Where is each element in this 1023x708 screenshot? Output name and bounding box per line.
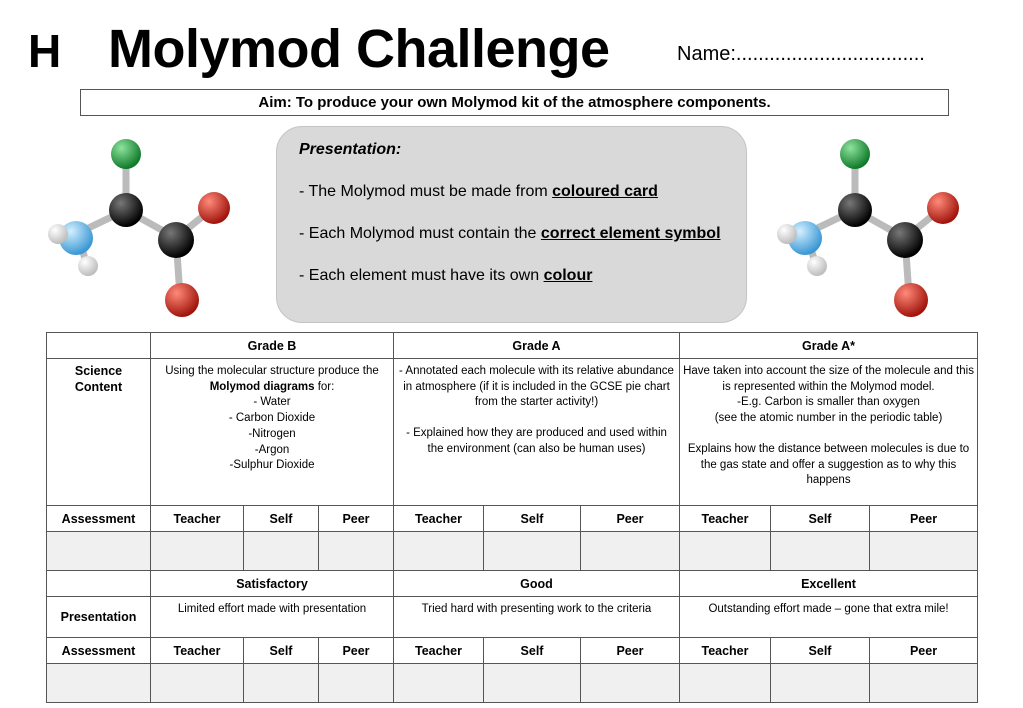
satisfactory-header: Satisfactory <box>151 571 394 597</box>
presentation-criteria-panel <box>276 126 747 323</box>
presentation-label: Presentation <box>47 597 151 638</box>
grade-b-item: - Carbon Dioxide <box>228 412 316 425</box>
assessment-entry-cell[interactable] <box>581 664 680 703</box>
assessment-entry-cell[interactable] <box>680 664 771 703</box>
assessment-rubric-table <box>46 332 978 703</box>
grade-b-intro: Using the molecular structure produce the <box>165 365 379 377</box>
bullet-emphasis: colour <box>543 267 593 284</box>
assessment-entry-cell[interactable] <box>151 664 244 703</box>
teacher-header: Teacher <box>151 506 244 532</box>
assessment-label: Assessment <box>47 506 151 532</box>
presentation-level-header-row <box>47 571 978 597</box>
self-header: Self <box>244 506 319 532</box>
hydrogen-atom-icon <box>807 256 827 276</box>
peer-header: Peer <box>581 506 680 532</box>
assessment-entry-cell[interactable] <box>680 532 771 571</box>
grade-a-star-line: Have taken into account the size of the molecule and this is represented within the Molymod model. <box>683 365 974 393</box>
grade-a-para: - Annotated each molecule with its relative abundance in atmosphere (if it is included in the GCSE pie chart from the starter activity!) <box>399 365 674 409</box>
good-criteria: Tried hard with presenting work to the criteria <box>394 597 680 638</box>
hydrogen-atom-icon <box>78 256 98 276</box>
self-header: Self <box>484 506 581 532</box>
chlorine-atom-icon <box>111 139 141 169</box>
chlorine-atom-icon <box>840 139 870 169</box>
grade-b-item: -Nitrogen <box>248 427 296 440</box>
assessment-entry-cell[interactable] <box>394 532 484 571</box>
grade-a-criteria <box>394 359 680 506</box>
teacher-header: Teacher <box>680 506 771 532</box>
peer-header: Peer <box>319 506 394 532</box>
satisfactory-criteria: Limited effort made with presentation <box>151 597 394 638</box>
molecule-model-right <box>765 128 960 328</box>
bullet-text: - Each Molymod must contain the <box>299 225 541 242</box>
grade-a-star-header: Grade A* <box>680 333 978 359</box>
assessment-entry-cell[interactable] <box>484 532 581 571</box>
assessment-entry-cell[interactable] <box>771 532 870 571</box>
grade-b-intro-end: for: <box>314 380 335 393</box>
assessment-entry-cell[interactable] <box>771 664 870 703</box>
carbon-atom-icon <box>887 222 923 258</box>
excellent-criteria: Outstanding effort made – gone that extra mile! <box>680 597 978 638</box>
presentation-panel-title: Presentation: <box>299 141 402 158</box>
teacher-header: Teacher <box>151 638 244 664</box>
self-header: Self <box>771 506 870 532</box>
science-assessment-entry-row <box>47 532 978 571</box>
blank-label-cell <box>47 664 151 703</box>
aim-banner <box>80 89 949 116</box>
assessment-header-row <box>47 506 978 532</box>
teacher-header: Teacher <box>394 506 484 532</box>
carbon-atom-icon <box>838 193 872 227</box>
carbon-atom-icon <box>158 222 194 258</box>
hydrogen-atom-icon <box>777 224 797 244</box>
grade-b-item: - Water <box>253 396 291 409</box>
assessment-entry-cell[interactable] <box>319 532 394 571</box>
presentation-bullet <box>299 183 724 201</box>
grade-a-para: - Explained how they are produced and used within the environment (can also be human uses) <box>406 427 667 455</box>
assessment-entry-cell[interactable] <box>244 532 319 571</box>
name-field[interactable]: Name:.................................. <box>677 43 925 65</box>
grade-a-star-line: -E.g. Carbon is smaller than oxygen <box>737 396 920 409</box>
bullet-text: - Each element must have its own <box>299 267 544 284</box>
science-content-row <box>47 359 978 506</box>
science-grade-header-row <box>47 333 978 359</box>
assessment-entry-cell[interactable] <box>319 664 394 703</box>
presentation-bullet <box>299 225 724 243</box>
presentation-bullet <box>299 267 724 285</box>
grade-letter: H <box>28 25 62 77</box>
carbon-atom-icon <box>109 193 143 227</box>
empty-corner-cell <box>47 571 151 597</box>
grade-b-item: -Sulphur Dioxide <box>229 459 315 472</box>
assessment-entry-cell[interactable] <box>394 664 484 703</box>
science-content-label: Science Content <box>47 359 151 506</box>
peer-header: Peer <box>870 506 978 532</box>
assessment-entry-cell[interactable] <box>151 532 244 571</box>
grade-a-star-criteria <box>680 359 978 506</box>
aim-text: Aim: To produce your own Molymod kit of the atmosphere components. <box>258 94 771 111</box>
bullet-emphasis: correct element symbol <box>540 225 721 242</box>
assessment-entry-cell[interactable] <box>870 664 978 703</box>
self-header: Self <box>244 638 319 664</box>
grade-b-header: Grade B <box>151 333 394 359</box>
hydrogen-atom-icon <box>48 224 68 244</box>
oxygen-atom-icon <box>894 283 928 317</box>
presentation-assessment-entry-row <box>47 664 978 703</box>
good-header: Good <box>394 571 680 597</box>
self-header: Self <box>771 638 870 664</box>
bullet-emphasis: coloured card <box>552 183 658 200</box>
assessment-entry-cell[interactable] <box>581 532 680 571</box>
teacher-header: Teacher <box>680 638 771 664</box>
empty-corner-cell <box>47 333 151 359</box>
grade-b-intro-bold: Molymod diagrams <box>209 380 315 393</box>
excellent-header: Excellent <box>680 571 978 597</box>
blank-label-cell <box>47 532 151 571</box>
assessment-entry-cell[interactable] <box>870 532 978 571</box>
oxygen-atom-icon <box>198 192 230 224</box>
self-header: Self <box>484 638 581 664</box>
peer-header: Peer <box>870 638 978 664</box>
page-title: Molymod Challenge <box>108 19 610 79</box>
grade-b-criteria <box>151 359 394 506</box>
grade-a-header: Grade A <box>394 333 680 359</box>
oxygen-atom-icon <box>927 192 959 224</box>
grade-a-star-para: Explains how the distance between molecules is due to the gas state and offer a suggestion as to why this happens <box>687 442 970 487</box>
oxygen-atom-icon <box>165 283 199 317</box>
presentation-row <box>47 597 978 638</box>
assessment-header-row <box>47 638 978 664</box>
grade-a-star-line: (see the atomic number in the periodic table) <box>714 412 943 425</box>
peer-header: Peer <box>319 638 394 664</box>
grade-b-item: -Argon <box>254 443 290 456</box>
assessment-entry-cell[interactable] <box>484 664 581 703</box>
molecule-model-left <box>38 128 233 328</box>
assessment-entry-cell[interactable] <box>244 664 319 703</box>
assessment-label: Assessment <box>47 638 151 664</box>
teacher-header: Teacher <box>394 638 484 664</box>
peer-header: Peer <box>581 638 680 664</box>
bullet-text: - The Molymod must be made from <box>299 183 553 200</box>
